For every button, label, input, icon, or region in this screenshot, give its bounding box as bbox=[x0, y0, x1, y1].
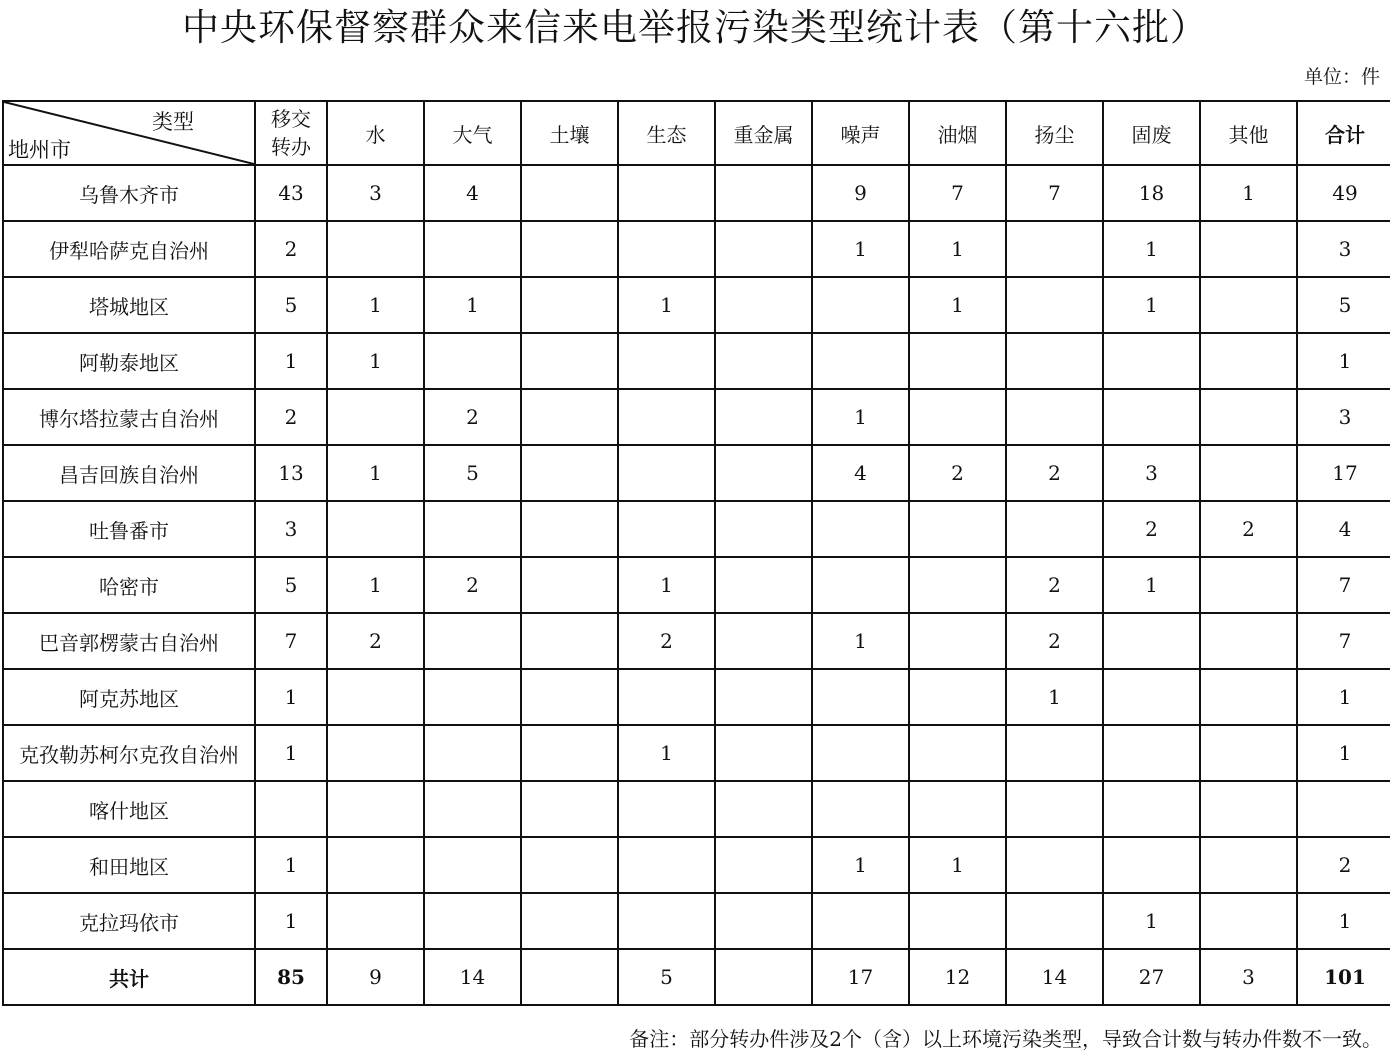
pollution-count-cell bbox=[521, 893, 618, 949]
pollution-count-cell: 1 bbox=[327, 445, 424, 501]
corner-region-label: 地州市 bbox=[8, 138, 71, 162]
pollution-count-cell: 1 bbox=[1103, 893, 1200, 949]
pollution-count-cell: 5 bbox=[424, 445, 521, 501]
pollution-count-cell: 2 bbox=[1006, 613, 1103, 669]
transfer-count-cell: 5 bbox=[255, 557, 327, 613]
pollution-count-cell bbox=[1200, 277, 1297, 333]
pollution-count-cell bbox=[715, 277, 812, 333]
pollution-count-cell bbox=[715, 781, 812, 837]
sum-pollution-cell: 17 bbox=[812, 949, 909, 1005]
header-solid-waste: 固废 bbox=[1103, 101, 1200, 165]
unit-label: 单位：件 bbox=[1303, 66, 1380, 88]
page-title: 中央环保督察群众来信来电举报污染类型统计表（第十六批） bbox=[182, 6, 1208, 49]
pollution-count-cell bbox=[1103, 613, 1200, 669]
pollution-count-cell: 9 bbox=[812, 165, 909, 221]
pollution-count-cell bbox=[715, 837, 812, 893]
pollution-count-cell bbox=[1200, 613, 1297, 669]
pollution-count-cell bbox=[715, 165, 812, 221]
transfer-count-cell bbox=[255, 781, 327, 837]
pollution-count-cell bbox=[424, 725, 521, 781]
header-air: 大气 bbox=[424, 101, 521, 165]
row-total-cell: 1 bbox=[1297, 725, 1390, 781]
pollution-count-cell: 2 bbox=[909, 445, 1006, 501]
region-cell: 阿勒泰地区 bbox=[3, 333, 255, 389]
pollution-count-cell bbox=[1006, 893, 1103, 949]
table-row bbox=[3, 837, 1390, 893]
row-total-cell: 1 bbox=[1297, 669, 1390, 725]
row-total-cell: 5 bbox=[1297, 277, 1390, 333]
row-total-cell: 1 bbox=[1297, 893, 1390, 949]
header-heavy-metal: 重金属 bbox=[715, 101, 812, 165]
pollution-count-cell bbox=[715, 613, 812, 669]
region-cell: 克拉玛依市 bbox=[3, 893, 255, 949]
grand-total-cell: 101 bbox=[1297, 949, 1390, 1005]
header-transfer-line-1: 移交 bbox=[271, 107, 311, 131]
row-total-cell: 3 bbox=[1297, 389, 1390, 445]
pollution-count-cell bbox=[1006, 277, 1103, 333]
transfer-count-cell: 2 bbox=[255, 389, 327, 445]
row-total-cell: 49 bbox=[1297, 165, 1390, 221]
pollution-count-cell bbox=[715, 333, 812, 389]
region-cell: 哈密市 bbox=[3, 557, 255, 613]
pollution-count-cell: 1 bbox=[909, 277, 1006, 333]
sum-pollution-cell: 3 bbox=[1200, 949, 1297, 1005]
region-cell: 塔城地区 bbox=[3, 277, 255, 333]
pollution-count-cell bbox=[715, 389, 812, 445]
header-row bbox=[3, 101, 1390, 165]
pollution-count-cell: 1 bbox=[909, 837, 1006, 893]
pollution-count-cell: 1 bbox=[812, 389, 909, 445]
sum-pollution-cell: 14 bbox=[1006, 949, 1103, 1005]
table-row bbox=[3, 781, 1390, 837]
pollution-count-cell: 1 bbox=[618, 277, 715, 333]
transfer-count-cell: 7 bbox=[255, 613, 327, 669]
pollution-count-cell bbox=[521, 389, 618, 445]
header-ecology: 生态 bbox=[618, 101, 715, 165]
pollution-count-cell bbox=[327, 669, 424, 725]
pollution-count-cell bbox=[618, 333, 715, 389]
table-row bbox=[3, 333, 1390, 389]
table-row bbox=[3, 445, 1390, 501]
table-row bbox=[3, 501, 1390, 557]
pollution-count-cell: 3 bbox=[1103, 445, 1200, 501]
pollution-count-cell bbox=[715, 445, 812, 501]
pollution-count-cell bbox=[618, 445, 715, 501]
pollution-count-cell bbox=[909, 669, 1006, 725]
pollution-count-cell: 1 bbox=[327, 277, 424, 333]
pollution-count-cell: 1 bbox=[327, 557, 424, 613]
pollution-count-cell bbox=[715, 725, 812, 781]
pollution-count-cell bbox=[521, 445, 618, 501]
pollution-count-cell: 1 bbox=[909, 221, 1006, 277]
pollution-count-cell bbox=[521, 557, 618, 613]
pollution-count-cell: 1 bbox=[812, 221, 909, 277]
pollution-count-cell: 2 bbox=[424, 557, 521, 613]
pollution-count-cell: 3 bbox=[327, 165, 424, 221]
pollution-count-cell bbox=[424, 221, 521, 277]
pollution-count-cell bbox=[327, 221, 424, 277]
header-noise: 噪声 bbox=[812, 101, 909, 165]
pollution-count-cell: 1 bbox=[327, 333, 424, 389]
pollution-count-cell bbox=[327, 501, 424, 557]
row-total-cell bbox=[1297, 781, 1390, 837]
pollution-count-cell bbox=[909, 557, 1006, 613]
pollution-count-cell bbox=[1103, 389, 1200, 445]
pollution-count-cell bbox=[1200, 893, 1297, 949]
sum-pollution-cell: 5 bbox=[618, 949, 715, 1005]
pollution-count-cell bbox=[1006, 781, 1103, 837]
pollution-count-cell bbox=[1103, 725, 1200, 781]
pollution-count-cell bbox=[424, 837, 521, 893]
pollution-count-cell: 4 bbox=[812, 445, 909, 501]
transfer-count-cell: 1 bbox=[255, 837, 327, 893]
sum-pollution-cell: 9 bbox=[327, 949, 424, 1005]
pollution-count-cell: 2 bbox=[1006, 557, 1103, 613]
pollution-count-cell bbox=[521, 613, 618, 669]
pollution-count-cell bbox=[812, 893, 909, 949]
pollution-count-cell bbox=[909, 893, 1006, 949]
pollution-count-cell: 18 bbox=[1103, 165, 1200, 221]
transfer-count-cell: 43 bbox=[255, 165, 327, 221]
pollution-count-cell bbox=[424, 333, 521, 389]
sum-pollution-cell bbox=[521, 949, 618, 1005]
sum-transfer-cell: 85 bbox=[255, 949, 327, 1005]
table-header bbox=[3, 101, 1390, 165]
pollution-count-cell bbox=[909, 725, 1006, 781]
pollution-count-cell bbox=[1200, 725, 1297, 781]
pollution-count-cell bbox=[618, 669, 715, 725]
pollution-count-cell: 7 bbox=[909, 165, 1006, 221]
pollution-count-cell bbox=[618, 165, 715, 221]
pollution-count-cell bbox=[618, 781, 715, 837]
table-row bbox=[3, 725, 1390, 781]
sum-pollution-cell: 14 bbox=[424, 949, 521, 1005]
pollution-count-cell bbox=[327, 893, 424, 949]
transfer-count-cell: 3 bbox=[255, 501, 327, 557]
pollution-count-cell: 2 bbox=[1103, 501, 1200, 557]
pollution-count-cell: 2 bbox=[424, 389, 521, 445]
pollution-count-cell: 1 bbox=[1103, 557, 1200, 613]
pollution-count-cell bbox=[521, 725, 618, 781]
header-soil: 土壤 bbox=[521, 101, 618, 165]
row-total-cell: 17 bbox=[1297, 445, 1390, 501]
row-total-cell: 1 bbox=[1297, 333, 1390, 389]
pollution-count-cell bbox=[812, 501, 909, 557]
pollution-count-cell: 1 bbox=[618, 557, 715, 613]
pollution-count-cell: 7 bbox=[1006, 165, 1103, 221]
pollution-count-cell: 1 bbox=[1200, 165, 1297, 221]
pollution-count-cell bbox=[618, 893, 715, 949]
pollution-count-cell bbox=[327, 389, 424, 445]
pollution-count-cell bbox=[715, 893, 812, 949]
pollution-count-cell bbox=[327, 837, 424, 893]
pollution-count-cell bbox=[812, 277, 909, 333]
pollution-count-cell bbox=[521, 333, 618, 389]
table-body bbox=[3, 165, 1390, 1005]
pollution-count-cell bbox=[1200, 221, 1297, 277]
header-transfer-line-2: 转办 bbox=[271, 135, 311, 159]
pollution-count-cell bbox=[1200, 333, 1297, 389]
pollution-count-cell: 1 bbox=[1103, 277, 1200, 333]
region-cell: 喀什地区 bbox=[3, 781, 255, 837]
pollution-count-cell bbox=[909, 613, 1006, 669]
pollution-count-cell bbox=[909, 501, 1006, 557]
pollution-count-cell bbox=[1006, 837, 1103, 893]
header-dust: 扬尘 bbox=[1006, 101, 1103, 165]
pollution-count-cell bbox=[1200, 389, 1297, 445]
pollution-count-cell bbox=[1103, 669, 1200, 725]
region-cell: 昌吉回族自治州 bbox=[3, 445, 255, 501]
transfer-count-cell: 1 bbox=[255, 333, 327, 389]
table-row bbox=[3, 613, 1390, 669]
pollution-count-cell bbox=[618, 837, 715, 893]
header-cooking-fume: 油烟 bbox=[909, 101, 1006, 165]
table-row bbox=[3, 893, 1390, 949]
pollution-count-cell bbox=[327, 725, 424, 781]
pollution-count-cell bbox=[715, 221, 812, 277]
pollution-count-cell bbox=[1006, 725, 1103, 781]
table-row bbox=[3, 557, 1390, 613]
pollution-count-cell bbox=[521, 277, 618, 333]
region-cell: 阿克苏地区 bbox=[3, 669, 255, 725]
pollution-count-cell bbox=[909, 389, 1006, 445]
region-cell: 巴音郭楞蒙古自治州 bbox=[3, 613, 255, 669]
pollution-count-cell: 1 bbox=[1103, 221, 1200, 277]
pollution-count-cell bbox=[715, 501, 812, 557]
sum-label-cell: 共计 bbox=[3, 949, 255, 1005]
pollution-count-cell: 1 bbox=[618, 725, 715, 781]
pollution-count-cell bbox=[1006, 501, 1103, 557]
pollution-count-cell bbox=[521, 781, 618, 837]
transfer-count-cell: 5 bbox=[255, 277, 327, 333]
pollution-count-cell bbox=[521, 165, 618, 221]
pollution-count-cell bbox=[812, 725, 909, 781]
pollution-count-cell bbox=[1006, 389, 1103, 445]
statistics-table bbox=[2, 100, 1390, 1006]
transfer-count-cell: 1 bbox=[255, 893, 327, 949]
pollution-count-cell bbox=[715, 669, 812, 725]
pollution-count-cell bbox=[1200, 445, 1297, 501]
pollution-count-cell bbox=[1200, 669, 1297, 725]
footnote: 备注：部分转办件涉及2个（含）以上环境污染类型，导致合计数与转办件数不一致。 bbox=[629, 1027, 1382, 1051]
transfer-count-cell: 1 bbox=[255, 725, 327, 781]
pollution-count-cell bbox=[424, 781, 521, 837]
pollution-count-cell: 2 bbox=[327, 613, 424, 669]
pollution-count-cell bbox=[909, 333, 1006, 389]
pollution-count-cell bbox=[618, 221, 715, 277]
pollution-count-cell bbox=[618, 501, 715, 557]
header-transfer bbox=[255, 101, 327, 165]
pollution-count-cell bbox=[1006, 333, 1103, 389]
region-cell: 乌鲁木齐市 bbox=[3, 165, 255, 221]
region-cell: 和田地区 bbox=[3, 837, 255, 893]
region-cell: 吐鲁番市 bbox=[3, 501, 255, 557]
pollution-count-cell: 2 bbox=[1006, 445, 1103, 501]
pollution-count-cell bbox=[909, 781, 1006, 837]
transfer-count-cell: 1 bbox=[255, 669, 327, 725]
row-total-cell: 4 bbox=[1297, 501, 1390, 557]
pollution-count-cell: 1 bbox=[424, 277, 521, 333]
pollution-count-cell bbox=[1103, 333, 1200, 389]
table-row bbox=[3, 221, 1390, 277]
row-total-cell: 3 bbox=[1297, 221, 1390, 277]
sum-pollution-cell: 27 bbox=[1103, 949, 1200, 1005]
corner-type-label: 类型 bbox=[152, 110, 194, 134]
pollution-count-cell bbox=[424, 893, 521, 949]
pollution-count-cell: 4 bbox=[424, 165, 521, 221]
pollution-count-cell bbox=[812, 781, 909, 837]
pollution-count-cell bbox=[521, 837, 618, 893]
row-total-cell: 7 bbox=[1297, 557, 1390, 613]
pollution-count-cell bbox=[521, 669, 618, 725]
pollution-count-cell bbox=[424, 501, 521, 557]
sum-pollution-cell: 12 bbox=[909, 949, 1006, 1005]
pollution-count-cell bbox=[1200, 837, 1297, 893]
pollution-count-cell bbox=[424, 613, 521, 669]
pollution-count-cell bbox=[521, 221, 618, 277]
transfer-count-cell: 13 bbox=[255, 445, 327, 501]
row-total-cell: 7 bbox=[1297, 613, 1390, 669]
pollution-count-cell bbox=[1103, 837, 1200, 893]
pollution-count-cell: 2 bbox=[618, 613, 715, 669]
pollution-count-cell bbox=[327, 781, 424, 837]
pollution-count-cell: 1 bbox=[1006, 669, 1103, 725]
sum-row bbox=[3, 949, 1390, 1005]
pollution-count-cell bbox=[812, 669, 909, 725]
region-cell: 博尔塔拉蒙古自治州 bbox=[3, 389, 255, 445]
table-row bbox=[3, 165, 1390, 221]
pollution-count-cell bbox=[715, 557, 812, 613]
pollution-count-cell bbox=[424, 669, 521, 725]
sum-pollution-cell bbox=[715, 949, 812, 1005]
pollution-count-cell bbox=[521, 501, 618, 557]
table-row bbox=[3, 669, 1390, 725]
table-row bbox=[3, 389, 1390, 445]
pollution-count-cell bbox=[812, 557, 909, 613]
pollution-count-cell bbox=[1200, 557, 1297, 613]
header-other: 其他 bbox=[1200, 101, 1297, 165]
pollution-count-cell bbox=[1103, 781, 1200, 837]
header-total: 合计 bbox=[1297, 101, 1390, 165]
pollution-count-cell bbox=[812, 333, 909, 389]
pollution-count-cell: 1 bbox=[812, 613, 909, 669]
row-total-cell: 2 bbox=[1297, 837, 1390, 893]
pollution-count-cell: 1 bbox=[812, 837, 909, 893]
region-cell: 伊犁哈萨克自治州 bbox=[3, 221, 255, 277]
pollution-count-cell bbox=[618, 389, 715, 445]
pollution-count-cell bbox=[1200, 781, 1297, 837]
region-cell: 克孜勒苏柯尔克孜自治州 bbox=[3, 725, 255, 781]
table-row bbox=[3, 277, 1390, 333]
corner-header-cell bbox=[3, 101, 255, 165]
pollution-count-cell bbox=[1006, 221, 1103, 277]
header-water: 水 bbox=[327, 101, 424, 165]
pollution-count-cell: 2 bbox=[1200, 501, 1297, 557]
transfer-count-cell: 2 bbox=[255, 221, 327, 277]
